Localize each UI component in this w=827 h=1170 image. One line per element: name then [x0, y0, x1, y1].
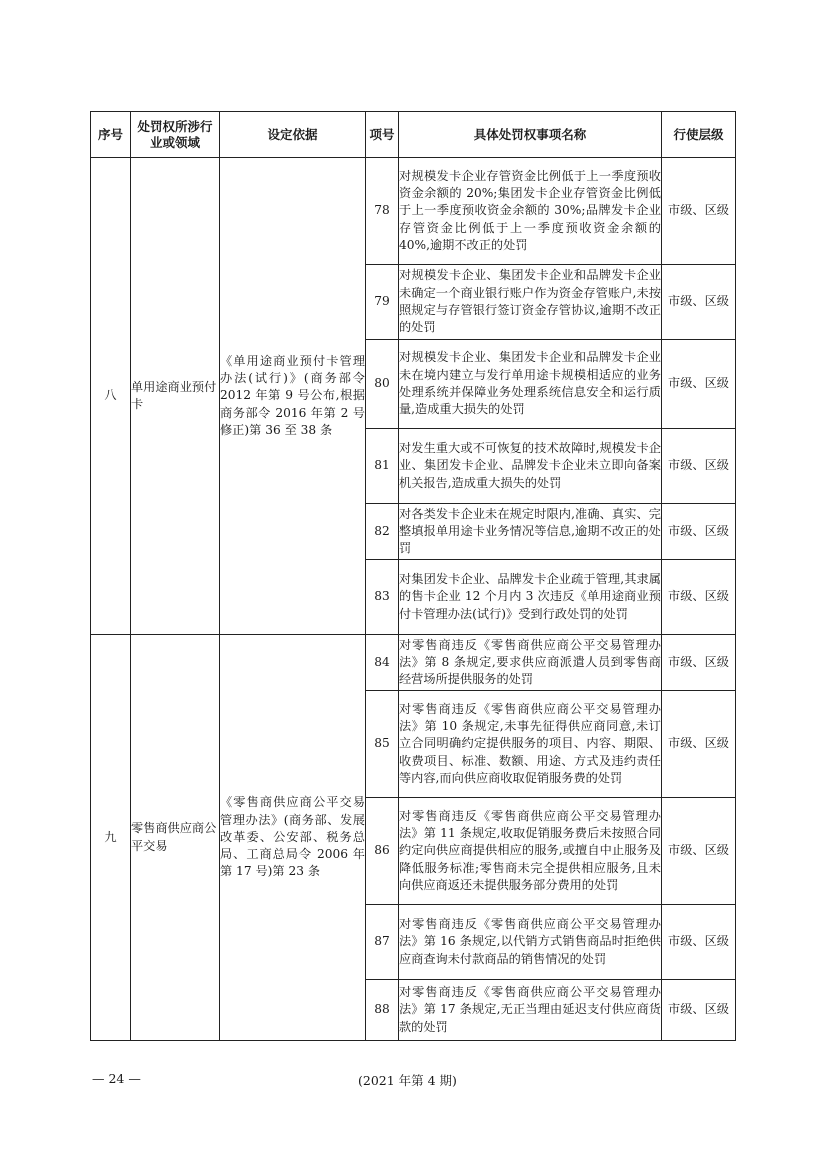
- header-level: 行使层级: [662, 112, 736, 158]
- item-number: 88: [366, 980, 399, 1041]
- page-number: — 24 —: [92, 1071, 141, 1086]
- item-level: 市级、区级: [662, 429, 736, 504]
- item-level: 市级、区级: [662, 504, 736, 560]
- item-number: 86: [366, 798, 399, 905]
- item-level: 市级、区级: [662, 265, 736, 340]
- item-name: 对规模发卡企业、集团发卡企业和品牌发卡企业未在境内建立与发行单用途卡规模相适应的业务处理系统并保障业务处理系统信息安全和运行质量,造成重大损失的处罚: [399, 340, 662, 429]
- section-seq: 九: [91, 635, 131, 1041]
- item-name: 对发生重大或不可恢复的技术故障时,规模发卡企业、集团发卡企业、品牌发卡企业未立即向备案机关报告,造成重大损失的处罚: [399, 429, 662, 504]
- item-level: 市级、区级: [662, 560, 736, 635]
- header-basis: 设定依据: [220, 112, 366, 158]
- item-number: 87: [366, 905, 399, 980]
- item-name: 对零售商违反《零售商供应商公平交易管理办法》第 8 条规定,要求供应商派遣人员到零售商经营场所提供服务的处罚: [399, 635, 662, 691]
- item-level: 市级、区级: [662, 340, 736, 429]
- item-level: 市级、区级: [662, 691, 736, 798]
- table-header-row: [91, 112, 736, 158]
- item-name: 对零售商违反《零售商供应商公平交易管理办法》第 17 条规定,无正当理由延迟支付供应商货款的处罚: [399, 980, 662, 1041]
- item-name: 对零售商违反《零售商供应商公平交易管理办法》第 11 条规定,收取促销服务费后未按照合同约定向供应商提供相应的服务,或擅自中止服务及降低服务标准;零售商未完全提供相应服务,且未向供应商返还未提供服务部分费用的处罚: [399, 798, 662, 905]
- item-level: 市级、区级: [662, 158, 736, 265]
- table-row: [91, 158, 736, 265]
- item-name: 对规模发卡企业、集团发卡企业和品牌发卡企业未确定一个商业银行账户作为资金存管账户,未按照规定与存管银行签订资金存管协议,逾期不改正的处罚: [399, 265, 662, 340]
- item-level: 市级、区级: [662, 635, 736, 691]
- header-field: 处罚权所涉行业或领域: [131, 112, 220, 158]
- section-seq: 八: [91, 158, 131, 635]
- section-field: 零售商供应商公平交易: [131, 635, 220, 1041]
- item-number: 78: [366, 158, 399, 265]
- issue-label: (2021 年第 4 期): [358, 1073, 457, 1088]
- item-level: 市级、区级: [662, 980, 736, 1041]
- item-level: 市级、区级: [662, 798, 736, 905]
- item-number: 79: [366, 265, 399, 340]
- item-name: 对零售商违反《零售商供应商公平交易管理办法》第 10 条规定,未事先征得供应商同意,未订立合同明确约定提供服务的项目、内容、期限、收费项目、标准、数额、用途、方式及违约责任等内容,而向供应商收取促销服务费的处罚: [399, 691, 662, 798]
- item-name: 对零售商违反《零售商供应商公平交易管理办法》第 16 条规定,以代销方式销售商品时拒绝供应商查询未付款商品的销售情况的处罚: [399, 905, 662, 980]
- section-basis: 《零售商供应商公平交易管理办法》(商务部、发展改革委、公安部、税务总局、工商总局令 2006 年第 17 号)第 23 条: [220, 635, 366, 1041]
- item-level: 市级、区级: [662, 905, 736, 980]
- section-basis: 《单用途商业预付卡管理办法(试行)》(商务部令 2012 年第 9 号公布,根据商务部令 2016 年第 2 号修正)第 36 至 38 条: [220, 158, 366, 635]
- item-number: 82: [366, 504, 399, 560]
- item-number: 81: [366, 429, 399, 504]
- item-number: 85: [366, 691, 399, 798]
- item-number: 80: [366, 340, 399, 429]
- item-name: 对各类发卡企业未在规定时限内,准确、真实、完整填报单用途卡业务情况等信息,逾期不改正的处罚: [399, 504, 662, 560]
- header-item-name: 具体处罚权事项名称: [399, 112, 662, 158]
- header-item-no: 项号: [366, 112, 399, 158]
- table-row: [91, 635, 736, 691]
- header-seq: 序号: [91, 112, 131, 158]
- item-number: 83: [366, 560, 399, 635]
- item-name: 对集团发卡企业、品牌发卡企业疏于管理,其隶属的售卡企业 12 个月内 3 次违反《单用途商业预付卡管理办法(试行)》受到行政处罚的处罚: [399, 560, 662, 635]
- section-field: 单用途商业预付卡: [131, 158, 220, 635]
- penalty-items-table: [90, 111, 736, 1041]
- item-name: 对规模发卡企业存管资金比例低于上一季度预收资金余额的 20%;集团发卡企业存管资金比例低于上一季度预收资金余额的 30%;品牌发卡企业存管资金比例低于上一季度预收资金余额的 40%,逾期不改正的处罚: [399, 158, 662, 265]
- item-number: 84: [366, 635, 399, 691]
